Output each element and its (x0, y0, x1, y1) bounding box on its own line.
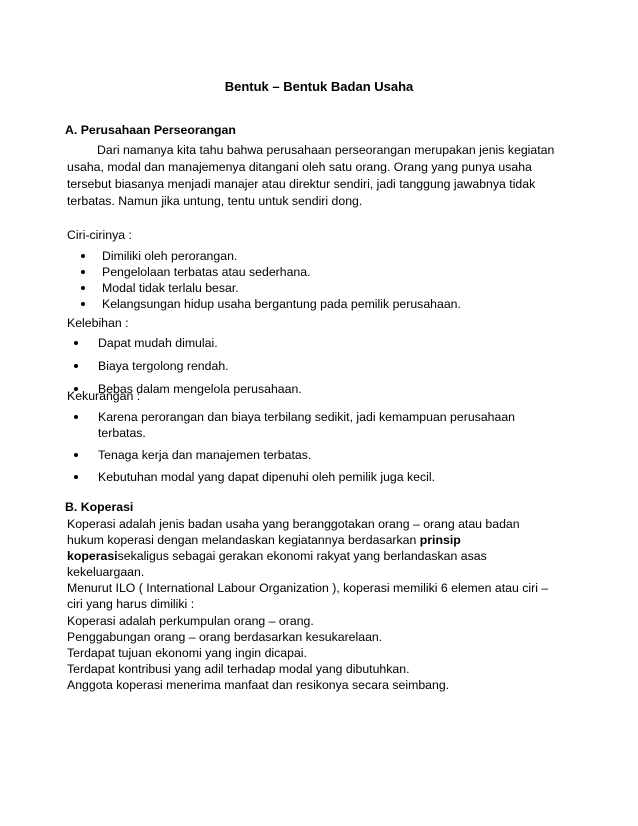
list-item: Modal tidak terlalu besar. (0, 280, 560, 296)
section-a-heading: A. Perusahaan Perseorangan (65, 123, 236, 137)
list-item: Terdapat kontribusi yang adil terhadap modal yang dibutuhkan. (67, 662, 410, 676)
list-item: Tenaga kerja dan manajemen terbatas. (0, 447, 560, 463)
section-a-paragraph-text: Dari namanya kita tahu bahwa perusahaan perseorangan merupakan jenis kegiatan usaha, modal dan manajemenya ditangani oleh satu orang. Orang yang punya usaha tersebut biasanya menjadi manajer atau direktur sendiri, jadi tanggung jawabnya tidak terbatas. Namun jika untung, tentu untuk sendiri dong. (67, 143, 555, 208)
ilo-paragraph: Menurut ILO ( International Labour Organization ), koperasi memiliki 6 elemen atau ciri – ciri yang harus dimiliki : (67, 581, 549, 611)
list-item: Penggabungan orang – orang berdasarkan kesukarelaan. (67, 630, 383, 644)
bullet-icon (74, 341, 78, 345)
bold-term: prinsip koperasi (67, 533, 461, 563)
document-title: Bentuk – Bentuk Badan Usaha (224, 79, 414, 94)
bullet-icon (74, 475, 78, 479)
bullet-icon (81, 302, 85, 306)
list-item: Biaya tergolong rendah. (0, 358, 560, 374)
list-item: Koperasi adalah perkumpulan orang – orang. (67, 614, 314, 628)
kekurangan-label: Kekurangan : (67, 389, 141, 403)
bullet-icon (74, 453, 78, 457)
list-item: Dapat mudah dimulai. (0, 335, 560, 351)
koperasi-definition: Koperasi adalah jenis badan usaha yang beranggotakan orang – orang atau badan hukum koperasi dengan melandaskan kegiatannya berdasarkan prinsip koperasisekaligus sebagai gerakan ekonomi rakyat yang berlandaskan asas kekeluargaan. (67, 517, 520, 579)
section-a-paragraph (67, 142, 567, 210)
bullet-icon (81, 286, 85, 290)
kekurangan-list (0, 409, 560, 485)
list-item: Bebas dalam mengelola perusahaan. (0, 381, 560, 397)
kelebihan-label: Kelebihan : (67, 316, 129, 330)
section-b-heading: B. Koperasi (65, 500, 134, 514)
bullet-icon (74, 364, 78, 368)
list-item: Kebutuhan modal yang dapat dipenuhi oleh pemilik juga kecil. (0, 469, 560, 485)
koperasi-elements (67, 613, 449, 693)
list-item: Karena perorangan dan biaya terbilang sedikit, jadi kemampuan perusahaan terbatas. (0, 409, 560, 441)
list-item: Kelangsungan hidup usaha bergantung pada pemilik perusahaan. (0, 296, 560, 312)
bullet-icon (81, 254, 85, 258)
ciri-list (0, 248, 560, 312)
list-item: Anggota koperasi menerima manfaat dan resikonya secara seimbang. (67, 678, 450, 692)
list-item: Terdapat tujuan ekonomi yang ingin dicapai. (67, 646, 307, 660)
ciri-label: Ciri-cirinya : (67, 228, 132, 242)
bullet-icon (81, 270, 85, 274)
list-item: Dimiliki oleh perorangan. (0, 248, 560, 264)
bullet-icon (74, 415, 78, 419)
list-item: Pengelolaan terbatas atau sederhana. (0, 264, 560, 280)
